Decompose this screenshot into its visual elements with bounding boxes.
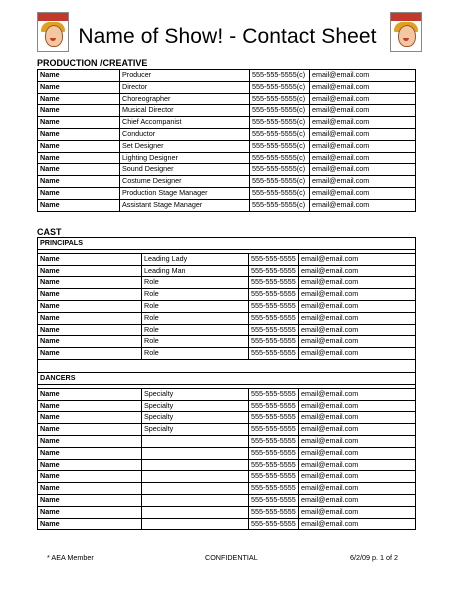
table-row — [38, 348, 416, 360]
table-row — [38, 324, 416, 336]
contact-email: email@email.com — [310, 105, 416, 117]
table-row — [38, 140, 416, 152]
contact-name: Name — [38, 176, 120, 188]
table-row — [38, 93, 416, 105]
contact-email: email@email.com — [299, 289, 416, 301]
table-row — [38, 253, 416, 265]
table-row — [38, 388, 416, 400]
contact-email: email@email.com — [310, 187, 416, 199]
spacer-row — [38, 359, 416, 372]
contact-phone: 555-555-5555 — [249, 253, 299, 265]
contact-email: email@email.com — [310, 93, 416, 105]
contact-email: email@email.com — [299, 348, 416, 360]
contact-email: email@email.com — [299, 265, 416, 277]
contact-email: email@email.com — [299, 324, 416, 336]
contact-role: Lighting Designer — [120, 152, 250, 164]
contact-phone: 555-555-5555(c) — [250, 187, 310, 199]
contact-name: Name — [38, 435, 142, 447]
contact-phone: 555-555-5555 — [249, 471, 299, 483]
contact-email: email@email.com — [310, 164, 416, 176]
contact-email: email@email.com — [310, 117, 416, 129]
contact-phone: 555-555-5555(c) — [250, 164, 310, 176]
contact-phone: 555-555-5555 — [249, 459, 299, 471]
contact-role — [142, 506, 249, 518]
contact-email: email@email.com — [299, 435, 416, 447]
contact-name: Name — [38, 388, 142, 400]
contact-phone: 555-555-5555 — [249, 400, 299, 412]
contact-role: Choreographer — [120, 93, 250, 105]
table-row — [38, 312, 416, 324]
contact-name: Name — [38, 400, 142, 412]
contact-email: email@email.com — [299, 388, 416, 400]
contact-name: Name — [38, 93, 120, 105]
footer-confidential: CONFIDENTIAL — [205, 553, 258, 562]
production-table — [37, 69, 416, 212]
table-row — [38, 483, 416, 495]
table-row — [38, 459, 416, 471]
contact-email: email@email.com — [299, 336, 416, 348]
contact-name: Name — [38, 312, 142, 324]
contact-phone: 555-555-5555(c) — [250, 117, 310, 129]
contact-phone: 555-555-5555(c) — [250, 128, 310, 140]
contact-phone: 555-555-5555 — [249, 388, 299, 400]
contact-email: email@email.com — [299, 459, 416, 471]
contact-phone: 555-555-5555 — [249, 348, 299, 360]
contact-phone: 555-555-5555 — [249, 435, 299, 447]
contact-phone: 555-555-5555 — [249, 424, 299, 436]
contact-role: Chief Accompanist — [120, 117, 250, 129]
contact-email: email@email.com — [310, 128, 416, 140]
contact-email: email@email.com — [299, 506, 416, 518]
table-row — [38, 105, 416, 117]
contact-email: email@email.com — [299, 483, 416, 495]
contact-role — [142, 471, 249, 483]
contact-email: email@email.com — [299, 494, 416, 506]
contact-role: Musical Director — [120, 105, 250, 117]
table-row — [38, 81, 416, 93]
contact-email: email@email.com — [299, 424, 416, 436]
contact-phone: 555-555-5555 — [249, 336, 299, 348]
spacer-cell — [38, 359, 416, 372]
contact-role: Production Stage Manager — [120, 187, 250, 199]
contact-name: Name — [38, 447, 142, 459]
principals-heading-row — [38, 238, 416, 250]
contact-phone: 555-555-5555 — [249, 312, 299, 324]
contact-phone: 555-555-5555 — [249, 265, 299, 277]
contact-role: Director — [120, 81, 250, 93]
contact-phone: 555-555-5555 — [249, 506, 299, 518]
contact-role: Specialty — [142, 400, 249, 412]
table-row — [38, 199, 416, 211]
contact-email: email@email.com — [310, 81, 416, 93]
contact-phone: 555-555-5555(c) — [250, 81, 310, 93]
contact-phone: 555-555-5555(c) — [250, 140, 310, 152]
contact-role: Role — [142, 300, 249, 312]
contact-name: Name — [38, 277, 142, 289]
footer-note: * AEA Member — [47, 553, 94, 562]
cast-table — [37, 237, 416, 530]
contact-role: Role — [142, 348, 249, 360]
contact-role: Leading Man — [142, 265, 249, 277]
contact-role: Role — [142, 312, 249, 324]
table-row — [38, 300, 416, 312]
contact-name: Name — [38, 483, 142, 495]
principals-heading: PRINCIPALS — [38, 238, 416, 250]
table-row — [38, 471, 416, 483]
contact-email: email@email.com — [299, 412, 416, 424]
contact-name: Name — [38, 336, 142, 348]
footer-page-info: 6/2/09 p. 1 of 2 — [350, 553, 398, 562]
contact-email: email@email.com — [310, 176, 416, 188]
contact-name: Name — [38, 140, 120, 152]
table-row — [38, 70, 416, 82]
contact-role — [142, 435, 249, 447]
contact-email: email@email.com — [299, 400, 416, 412]
table-row — [38, 494, 416, 506]
table-row — [38, 265, 416, 277]
contact-email: email@email.com — [310, 70, 416, 82]
contact-name: Name — [38, 424, 142, 436]
contact-role: Role — [142, 324, 249, 336]
contact-email: email@email.com — [310, 199, 416, 211]
contact-phone: 555-555-5555 — [249, 289, 299, 301]
contact-name: Name — [38, 81, 120, 93]
contact-phone: 555-555-5555(c) — [250, 199, 310, 211]
contact-name: Name — [38, 494, 142, 506]
contact-phone: 555-555-5555 — [249, 518, 299, 530]
contact-email: email@email.com — [299, 471, 416, 483]
contact-email: email@email.com — [299, 277, 416, 289]
contact-name: Name — [38, 187, 120, 199]
contact-email: email@email.com — [299, 300, 416, 312]
contact-role — [142, 447, 249, 459]
contact-phone: 555-555-5555 — [249, 300, 299, 312]
table-row — [38, 412, 416, 424]
table-row — [38, 400, 416, 412]
contact-role — [142, 483, 249, 495]
contact-name: Name — [38, 300, 142, 312]
contact-phone: 555-555-5555 — [249, 494, 299, 506]
table-row — [38, 518, 416, 530]
table-row — [38, 128, 416, 140]
contact-phone: 555-555-5555 — [249, 483, 299, 495]
contact-role: Role — [142, 289, 249, 301]
contact-role: Sound Designer — [120, 164, 250, 176]
table-row — [38, 424, 416, 436]
contact-email: email@email.com — [299, 518, 416, 530]
contact-role — [142, 459, 249, 471]
table-row — [38, 152, 416, 164]
production-heading: PRODUCTION /CREATIVE — [37, 58, 148, 68]
contact-email: email@email.com — [299, 447, 416, 459]
cast-heading: CAST — [37, 227, 62, 237]
table-row — [38, 289, 416, 301]
table-row — [38, 506, 416, 518]
contact-name: Name — [38, 152, 120, 164]
contact-role: Specialty — [142, 412, 249, 424]
contact-email: email@email.com — [299, 312, 416, 324]
table-row — [38, 164, 416, 176]
contact-role: Assistant Stage Manager — [120, 199, 250, 211]
table-row — [38, 277, 416, 289]
table-row — [38, 435, 416, 447]
contact-phone: 555-555-5555(c) — [250, 176, 310, 188]
contact-name: Name — [38, 412, 142, 424]
contact-name: Name — [38, 506, 142, 518]
contact-phone: 555-555-5555(c) — [250, 70, 310, 82]
page-title: Name of Show! - Contact Sheet — [78, 25, 377, 48]
contact-role: Conductor — [120, 128, 250, 140]
contact-role: Leading Lady — [142, 253, 249, 265]
contact-role: Role — [142, 277, 249, 289]
contact-name: Name — [38, 128, 120, 140]
table-row — [38, 447, 416, 459]
contact-role: Specialty — [142, 388, 249, 400]
dancers-heading: DANCERS — [38, 372, 416, 384]
contact-role: Set Designer — [120, 140, 250, 152]
contact-role: Producer — [120, 70, 250, 82]
table-row — [38, 336, 416, 348]
contact-role — [142, 518, 249, 530]
contact-role: Costume Designer — [120, 176, 250, 188]
contact-name: Name — [38, 289, 142, 301]
contact-name: Name — [38, 348, 142, 360]
table-row — [38, 117, 416, 129]
contact-name: Name — [38, 117, 120, 129]
contact-role — [142, 494, 249, 506]
contact-name: Name — [38, 199, 120, 211]
contact-name: Name — [38, 324, 142, 336]
contact-phone: 555-555-5555 — [249, 447, 299, 459]
contact-phone: 555-555-5555 — [249, 277, 299, 289]
contact-phone: 555-555-5555(c) — [250, 152, 310, 164]
contact-role: Specialty — [142, 424, 249, 436]
dancers-heading-row — [38, 372, 416, 384]
contact-phone: 555-555-5555 — [249, 324, 299, 336]
contact-role: Role — [142, 336, 249, 348]
contact-name: Name — [38, 518, 142, 530]
contact-name: Name — [38, 459, 142, 471]
contact-name: Name — [38, 105, 120, 117]
table-row — [38, 187, 416, 199]
contact-email: email@email.com — [310, 140, 416, 152]
contact-name: Name — [38, 164, 120, 176]
contact-phone: 555-555-5555(c) — [250, 93, 310, 105]
contact-name: Name — [38, 265, 142, 277]
contact-phone: 555-555-5555 — [249, 412, 299, 424]
contact-name: Name — [38, 471, 142, 483]
contact-name: Name — [38, 253, 142, 265]
contact-email: email@email.com — [299, 253, 416, 265]
contact-name: Name — [38, 70, 120, 82]
table-row — [38, 176, 416, 188]
contact-email: email@email.com — [310, 152, 416, 164]
contact-phone: 555-555-5555(c) — [250, 105, 310, 117]
